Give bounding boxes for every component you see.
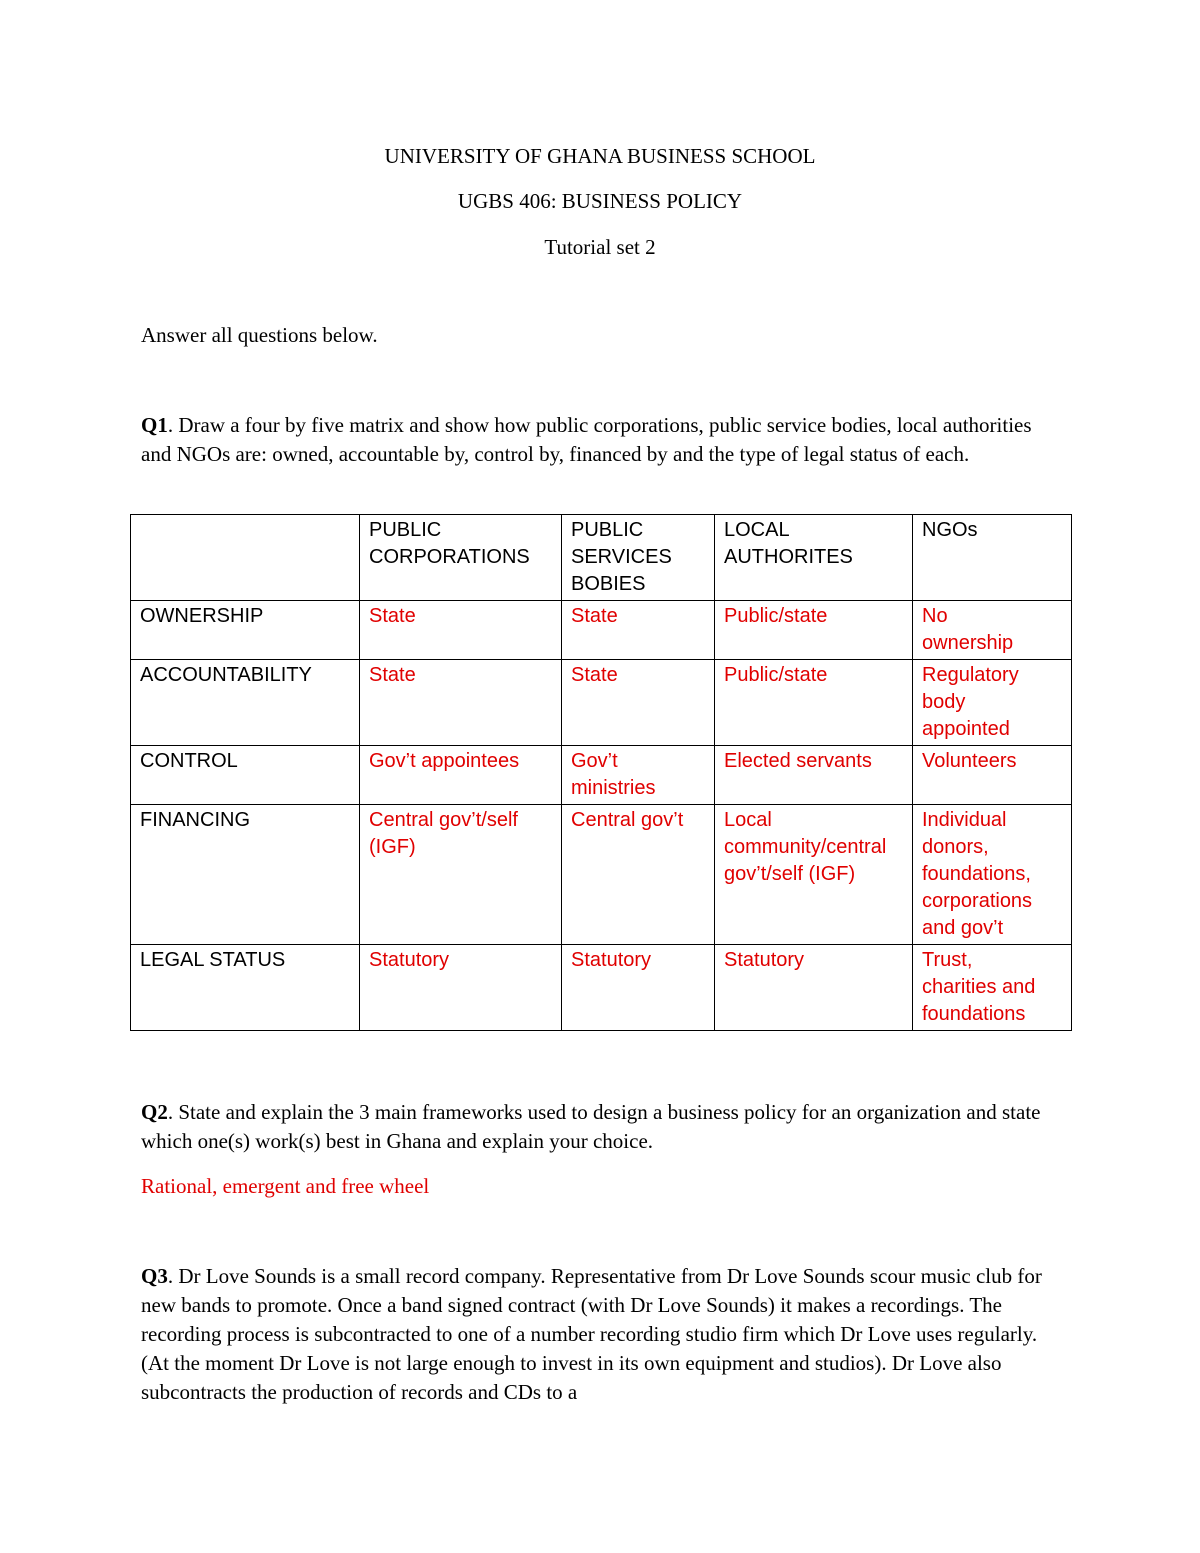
matrix-row [131,660,1072,746]
matrix-cell [562,945,715,1031]
matrix-cell-line: Local [724,809,772,831]
matrix-cell-line: Statutory [571,949,652,971]
matrix-cell-line: State [571,664,618,686]
matrix-cell [360,601,562,660]
question-2-label: Q2 [141,1100,168,1124]
matrix-cell-line: corporations [922,890,1033,912]
matrix-cell-line: donors, [922,836,989,858]
row-header: LEGAL STATUS [131,945,360,1031]
row-header: FINANCING [131,805,360,945]
ownership-matrix-table [130,514,1072,1031]
matrix-cell-line: Individual [922,809,1007,831]
column-header-line: CORPORATIONS [369,546,530,568]
column-header-line: PUBLIC [571,519,644,541]
column-header-line: BOBIES [571,573,646,595]
question-2 [141,1098,1061,1156]
matrix-row [131,805,1072,945]
matrix-cell [715,660,913,746]
matrix-cell-line: ministries [571,777,656,799]
column-header [913,515,1072,601]
matrix-row [131,746,1072,805]
column-header [360,515,562,601]
matrix-cell-line: Trust, [922,949,973,971]
column-header-line: LOCAL [724,519,790,541]
matrix-corner-cell [131,515,360,601]
matrix-cell [562,660,715,746]
matrix-row [131,601,1072,660]
question-2-text: . State and explain the 3 main frameworks used to design a business policy for an organization and state which one(s) work(s) best in Ghana and explain your choice. [141,1100,1041,1153]
column-header-line: NGOs [922,519,978,541]
matrix-cell-line: body [922,691,966,713]
matrix-cell-line: Public/state [724,664,828,686]
matrix-cell [360,945,562,1031]
course-title: UGBS 406: BUSINESS POLICY [457,189,743,213]
row-header: OWNERSHIP [131,601,360,660]
matrix-cell-line: charities and [922,976,1036,998]
column-header-line: PUBLIC [369,519,442,541]
row-header: ACCOUNTABILITY [131,660,360,746]
question-1-text: . Draw a four by five matrix and show how public corporations, public service bodies, local authorities and NGOs are: owned, accountable by, control by, financed by and the type of legal status of each. [141,413,1032,466]
instructions: Answer all questions below. [141,323,378,347]
question-3-label: Q3 [141,1264,168,1288]
matrix-cell [562,746,715,805]
question-1-label: Q1 [141,413,168,437]
matrix-cell [715,746,913,805]
matrix-cell-line: community/central [724,836,887,858]
matrix-cell [913,746,1072,805]
matrix-cell-line: State [369,664,416,686]
matrix-cell-line: Central gov’t [571,809,684,831]
matrix-body [131,515,1072,1031]
matrix-cell-line: Elected servants [724,750,872,772]
matrix-cell [913,945,1072,1031]
matrix-cell-line: appointed [922,718,1010,740]
matrix-cell-line: Gov’t [571,750,618,772]
matrix-row [131,945,1072,1031]
matrix-cell-line: Statutory [369,949,450,971]
matrix-cell [360,660,562,746]
matrix-header-row [131,515,1072,601]
matrix-cell [562,805,715,945]
matrix-cell-line: ownership [922,632,1014,654]
matrix-cell-line: State [571,605,618,627]
column-header [715,515,913,601]
matrix-cell [913,805,1072,945]
matrix-cell [360,805,562,945]
matrix-cell-line: foundations, [922,863,1031,885]
matrix-cell-line: State [369,605,416,627]
row-header: CONTROL [131,746,360,805]
matrix-cell [913,601,1072,660]
matrix-cell-line: foundations [922,1003,1026,1025]
tutorial-title: Tutorial set 2 [544,235,656,259]
matrix-cell-line: Central gov’t/self [369,809,518,831]
column-header-line: AUTHORITES [724,546,853,568]
question-1 [141,411,1061,469]
matrix-cell-line: Gov’t appointees [369,750,520,772]
matrix-cell [913,660,1072,746]
matrix-cell [715,805,913,945]
question-3-text: . Dr Love Sounds is a small record company. Representative from Dr Love Sounds scour music club for new bands to promote. Once a band signed contract (with Dr Love Sounds) it makes a recordings. The recording process is subcontracted to one of a number recording studio firm which Dr Love uses regularly. (At the moment Dr Love is not large enough to invest in its own equipment and studios). Dr Love also subcontracts the production of records and CDs to a [141,1264,1042,1404]
matrix-cell-line: gov’t/self (IGF) [724,863,856,885]
column-header-line: SERVICES [571,546,672,568]
matrix-cell-line: and gov’t [922,917,1004,939]
matrix-cell [715,945,913,1031]
question-3 [141,1262,1061,1407]
matrix-cell [715,601,913,660]
matrix-cell [562,601,715,660]
column-header [562,515,715,601]
matrix-cell-line: No [922,605,948,627]
matrix-cell-line: Regulatory [922,664,1019,686]
university-title: UNIVERSITY OF GHANA BUSINESS SCHOOL [384,144,816,168]
matrix-cell-line: Statutory [724,949,805,971]
matrix-cell-line: (IGF) [369,836,416,858]
matrix-cell-line: Public/state [724,605,828,627]
matrix-cell-line: Volunteers [922,750,1017,772]
question-2-answer: Rational, emergent and free wheel [141,1174,430,1198]
matrix-cell [360,746,562,805]
